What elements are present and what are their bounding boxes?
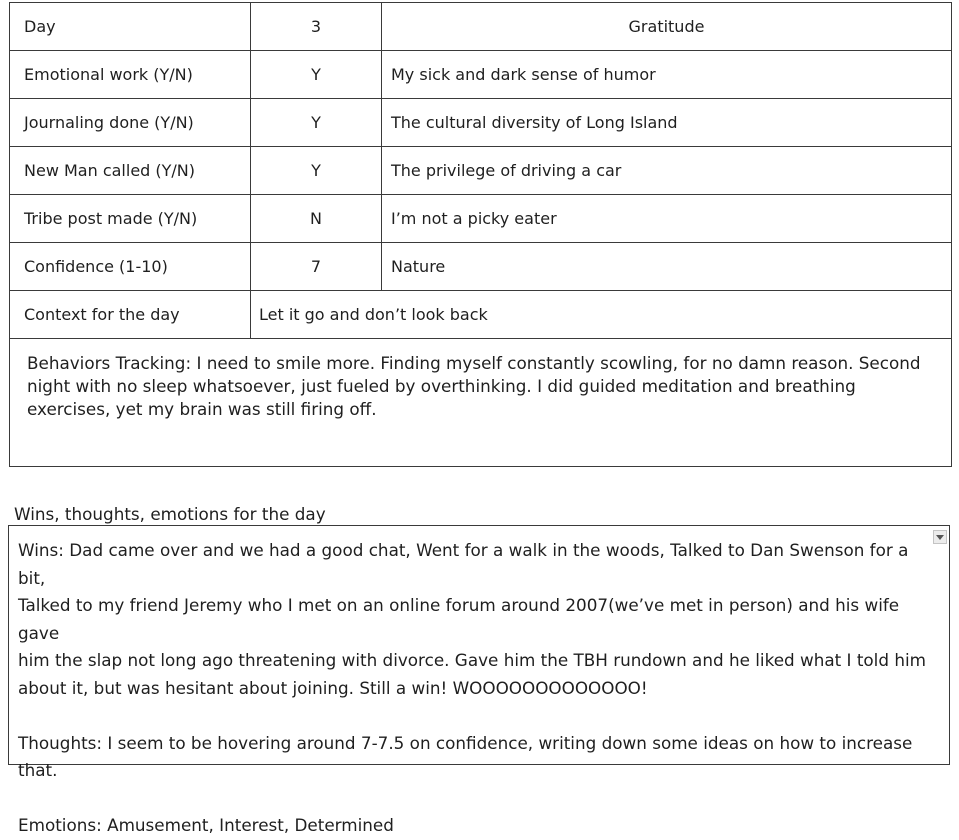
wins-line: about it, but was hesitant about joining. Still a win! WOOOOOOOOOOOOO! (18, 677, 648, 698)
gratitude-item[interactable]: I’m not a picky eater (382, 195, 952, 243)
gratitude-item[interactable]: The cultural diversity of Long Island (382, 99, 952, 147)
row-value[interactable]: N (251, 195, 382, 243)
table-row (10, 243, 952, 291)
row-value[interactable]: Y (251, 147, 382, 195)
row-label[interactable]: Confidence (1-10) (10, 243, 251, 291)
row-label[interactable]: Journaling done (Y/N) (10, 99, 251, 147)
gratitude-item[interactable]: The privilege of driving a car (382, 147, 952, 195)
row-value[interactable]: Y (251, 99, 382, 147)
row-label[interactable]: Emotional work (Y/N) (10, 51, 251, 99)
table-row (10, 147, 952, 195)
notes-content[interactable] (18, 537, 932, 840)
behaviors-row (10, 339, 952, 467)
table-row (10, 195, 952, 243)
row-label[interactable]: New Man called (Y/N) (10, 147, 251, 195)
dropdown-arrow-icon[interactable] (933, 530, 947, 544)
behaviors-tracking-text[interactable]: Behaviors Tracking: I need to smile more. Finding myself constantly scowling, for no damn reason. Second night with no sleep whatsoever, just fueled by overthinking. I did guided meditation and breathing exercises, yet my brain was still firing off. (10, 339, 952, 467)
row-value[interactable]: Y (251, 51, 382, 99)
gratitude-item[interactable]: My sick and dark sense of humor (382, 51, 952, 99)
notes-text-box[interactable] (8, 525, 950, 835)
row-label[interactable]: Tribe post made (Y/N) (10, 195, 251, 243)
gratitude-heading[interactable]: Gratitude (382, 3, 952, 51)
row-value[interactable]: 7 (251, 243, 382, 291)
gratitude-item[interactable]: Nature (382, 243, 952, 291)
context-value[interactable]: Let it go and don’t look back (251, 291, 952, 339)
day-value[interactable]: 3 (251, 3, 382, 51)
wins-line: Wins: Dad came over and we had a good chat, Went for a walk in the woods, Talked to Dan Swenson for a bit, (18, 540, 914, 588)
day-label[interactable]: Day (10, 3, 251, 51)
wins-line: Talked to my friend Jeremy who I met on an online forum around 2007(we’ve met in person) and his wife gave (18, 595, 905, 643)
context-row (10, 291, 952, 339)
wins-line: him the slap not long ago threatening with divorce. Gave him the TBH rundown and he liked what I told him (18, 650, 926, 670)
table-row (10, 51, 952, 99)
emotions-text: Emotions: Amusement, Interest, Determined (18, 815, 394, 835)
notes-heading: Wins, thoughts, emotions for the day (14, 504, 326, 524)
table-row (10, 99, 952, 147)
daily-tracker-table (9, 2, 952, 467)
context-label[interactable]: Context for the day (10, 291, 251, 339)
header-row (10, 3, 952, 51)
thoughts-text: Thoughts: I seem to be hovering around 7-7.5 on confidence, writing down some ideas on how to increase that. (18, 732, 918, 780)
